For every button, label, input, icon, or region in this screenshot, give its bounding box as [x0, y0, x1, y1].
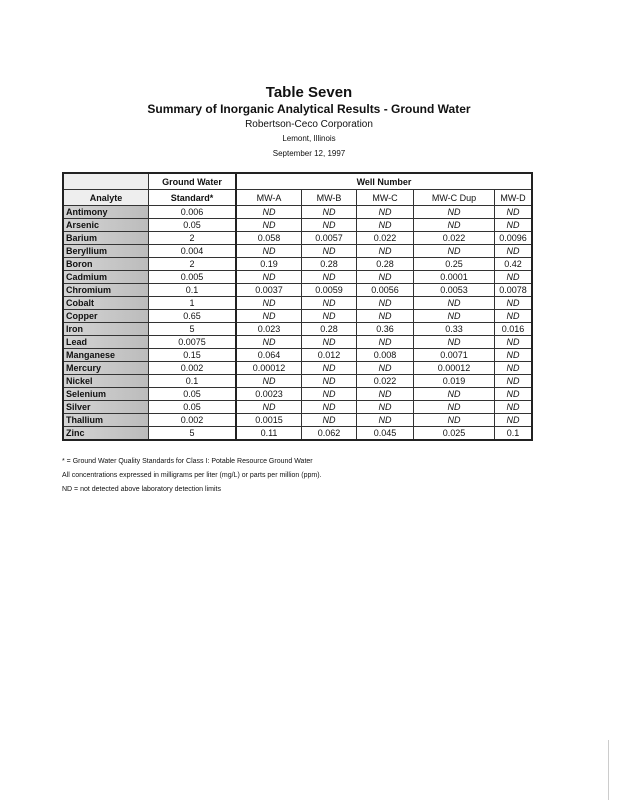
result-value: ND	[495, 206, 533, 219]
result-value: ND	[236, 297, 302, 310]
footnote-units: All concentrations expressed in milligrams per liter (mg/L) or parts per million (ppm).	[62, 472, 322, 479]
table-row	[63, 206, 532, 219]
table-row	[63, 388, 532, 401]
standard-value: 2	[149, 258, 237, 271]
analyte-name: Manganese	[63, 349, 149, 362]
standard-value: 0.002	[149, 414, 237, 427]
standard-value: 0.15	[149, 349, 237, 362]
result-value: ND	[236, 245, 302, 258]
standard-header-line2: Standard*	[149, 190, 237, 206]
company-name: Robertson-Ceco Corporation	[245, 119, 373, 130]
standard-value: 0.1	[149, 375, 237, 388]
standard-value: 0.05	[149, 388, 237, 401]
result-value: ND	[236, 336, 302, 349]
result-value: ND	[357, 297, 414, 310]
standard-value: 5	[149, 427, 237, 441]
result-value: 0.008	[357, 349, 414, 362]
table-row	[63, 414, 532, 427]
result-value: ND	[495, 401, 533, 414]
table-row	[63, 401, 532, 414]
result-value: 0.33	[414, 323, 495, 336]
table-row	[63, 284, 532, 297]
result-value: ND	[414, 219, 495, 232]
standard-value: 1	[149, 297, 237, 310]
analyte-header-blank	[63, 173, 149, 190]
well-header: MW-C Dup	[414, 190, 495, 206]
result-value: 0.023	[236, 323, 302, 336]
result-value: 0.00012	[236, 362, 302, 375]
table-row	[63, 310, 532, 323]
standard-value: 0.002	[149, 362, 237, 375]
analyte-header: Analyte	[63, 190, 149, 206]
result-value: ND	[495, 310, 533, 323]
result-value: ND	[357, 336, 414, 349]
result-value: ND	[495, 375, 533, 388]
analyte-name: Cadmium	[63, 271, 149, 284]
result-value: 0.012	[302, 349, 357, 362]
result-value: ND	[302, 375, 357, 388]
footnotes	[62, 455, 321, 497]
result-value: ND	[236, 206, 302, 219]
result-value: 0.42	[495, 258, 533, 271]
table-row	[63, 362, 532, 375]
result-value: 0.0037	[236, 284, 302, 297]
location: Lemont, Illinois	[282, 134, 336, 143]
results-table	[62, 172, 533, 441]
standard-value: 0.005	[149, 271, 237, 284]
result-value: 0.0023	[236, 388, 302, 401]
well-header: MW-D	[495, 190, 533, 206]
result-value: ND	[357, 401, 414, 414]
standard-value: 5	[149, 323, 237, 336]
result-value: ND	[414, 414, 495, 427]
result-value: ND	[414, 388, 495, 401]
standard-value: 0.05	[149, 219, 237, 232]
table-row	[63, 245, 532, 258]
standard-value: 0.0075	[149, 336, 237, 349]
report-date: September 12, 1997	[272, 149, 346, 158]
standard-value: 0.004	[149, 245, 237, 258]
footnote-nd: ND = not detected above laboratory detection limits	[62, 486, 221, 493]
standard-header-line1: Ground Water	[149, 173, 237, 190]
scan-edge-line	[608, 740, 609, 800]
result-value: ND	[302, 271, 357, 284]
result-value: 0.0015	[236, 414, 302, 427]
result-value: ND	[495, 297, 533, 310]
result-value: 0.0078	[495, 284, 533, 297]
table-row	[63, 258, 532, 271]
table-row	[63, 271, 532, 284]
result-value: 0.11	[236, 427, 302, 441]
result-value: ND	[495, 245, 533, 258]
result-value: ND	[357, 271, 414, 284]
result-value: ND	[302, 206, 357, 219]
standard-value: 2	[149, 232, 237, 245]
well-header: MW-C	[357, 190, 414, 206]
result-value: ND	[357, 206, 414, 219]
result-value: 0.016	[495, 323, 533, 336]
standard-value: 0.65	[149, 310, 237, 323]
analyte-name: Iron	[63, 323, 149, 336]
analyte-name: Thallium	[63, 414, 149, 427]
table-row	[63, 336, 532, 349]
analyte-name: Zinc	[63, 427, 149, 441]
table-row	[63, 427, 532, 441]
standard-value: 0.1	[149, 284, 237, 297]
analyte-name: Lead	[63, 336, 149, 349]
footnote-standard: * = Ground Water Quality Standards for Class I: Potable Resource Ground Water	[62, 458, 313, 465]
result-value: 0.28	[302, 323, 357, 336]
result-value: ND	[495, 219, 533, 232]
result-value: ND	[236, 375, 302, 388]
result-value: ND	[236, 401, 302, 414]
result-value: ND	[414, 245, 495, 258]
well-number-header: Well Number	[236, 173, 532, 190]
result-value: 0.022	[357, 375, 414, 388]
result-value: ND	[357, 310, 414, 323]
analyte-name: Chromium	[63, 284, 149, 297]
result-value: ND	[414, 206, 495, 219]
result-value: 0.0053	[414, 284, 495, 297]
analyte-name: Nickel	[63, 375, 149, 388]
analyte-name: Barium	[63, 232, 149, 245]
result-value: 0.022	[414, 232, 495, 245]
result-value: 0.25	[414, 258, 495, 271]
result-value: 0.0071	[414, 349, 495, 362]
result-value: 0.00012	[414, 362, 495, 375]
table-body	[63, 206, 532, 441]
analyte-name: Mercury	[63, 362, 149, 375]
result-value: ND	[495, 362, 533, 375]
result-value: ND	[302, 310, 357, 323]
well-header: MW-B	[302, 190, 357, 206]
result-value: 0.022	[357, 232, 414, 245]
result-value: 0.045	[357, 427, 414, 441]
table-row	[63, 375, 532, 388]
result-value: ND	[302, 297, 357, 310]
result-value: 0.064	[236, 349, 302, 362]
result-value: ND	[357, 219, 414, 232]
analyte-name: Arsenic	[63, 219, 149, 232]
analyte-name: Copper	[63, 310, 149, 323]
result-value: ND	[357, 388, 414, 401]
analyte-name: Boron	[63, 258, 149, 271]
result-value: ND	[414, 401, 495, 414]
result-value: 0.0056	[357, 284, 414, 297]
result-value: ND	[414, 297, 495, 310]
table-row	[63, 219, 532, 232]
result-value: ND	[495, 336, 533, 349]
result-value: ND	[302, 336, 357, 349]
result-value: ND	[236, 271, 302, 284]
result-value: ND	[357, 414, 414, 427]
analyte-name: Antimony	[63, 206, 149, 219]
result-value: 0.0001	[414, 271, 495, 284]
result-value: 0.36	[357, 323, 414, 336]
result-value: ND	[357, 245, 414, 258]
well-header: MW-A	[236, 190, 302, 206]
result-value: ND	[414, 336, 495, 349]
result-value: 0.062	[302, 427, 357, 441]
result-value: ND	[302, 362, 357, 375]
result-value: 0.0059	[302, 284, 357, 297]
result-value: 0.0096	[495, 232, 533, 245]
standard-value: 0.006	[149, 206, 237, 219]
result-value: 0.019	[414, 375, 495, 388]
result-value: 0.025	[414, 427, 495, 441]
result-value: ND	[495, 388, 533, 401]
result-value: ND	[495, 414, 533, 427]
analyte-name: Beryllium	[63, 245, 149, 258]
table-row	[63, 349, 532, 362]
table-row	[63, 232, 532, 245]
result-value: ND	[302, 388, 357, 401]
result-value: ND	[302, 401, 357, 414]
standard-value: 0.05	[149, 401, 237, 414]
result-value: ND	[302, 414, 357, 427]
result-value: ND	[495, 271, 533, 284]
result-value: ND	[236, 310, 302, 323]
result-value: 0.058	[236, 232, 302, 245]
result-value: ND	[414, 310, 495, 323]
page-title: Table Seven	[265, 84, 353, 101]
analyte-name: Selenium	[63, 388, 149, 401]
result-value: 0.19	[236, 258, 302, 271]
page-subtitle: Summary of Inorganic Analytical Results - Ground Water	[147, 102, 471, 116]
result-value: ND	[302, 219, 357, 232]
result-value: ND	[495, 349, 533, 362]
analyte-name: Silver	[63, 401, 149, 414]
table-row	[63, 297, 532, 310]
result-value: ND	[302, 245, 357, 258]
result-value: 0.28	[357, 258, 414, 271]
result-value: ND	[236, 219, 302, 232]
result-value: 0.1	[495, 427, 533, 441]
result-value: ND	[357, 362, 414, 375]
result-value: 0.0057	[302, 232, 357, 245]
analyte-name: Cobalt	[63, 297, 149, 310]
result-value: 0.28	[302, 258, 357, 271]
table-row	[63, 323, 532, 336]
